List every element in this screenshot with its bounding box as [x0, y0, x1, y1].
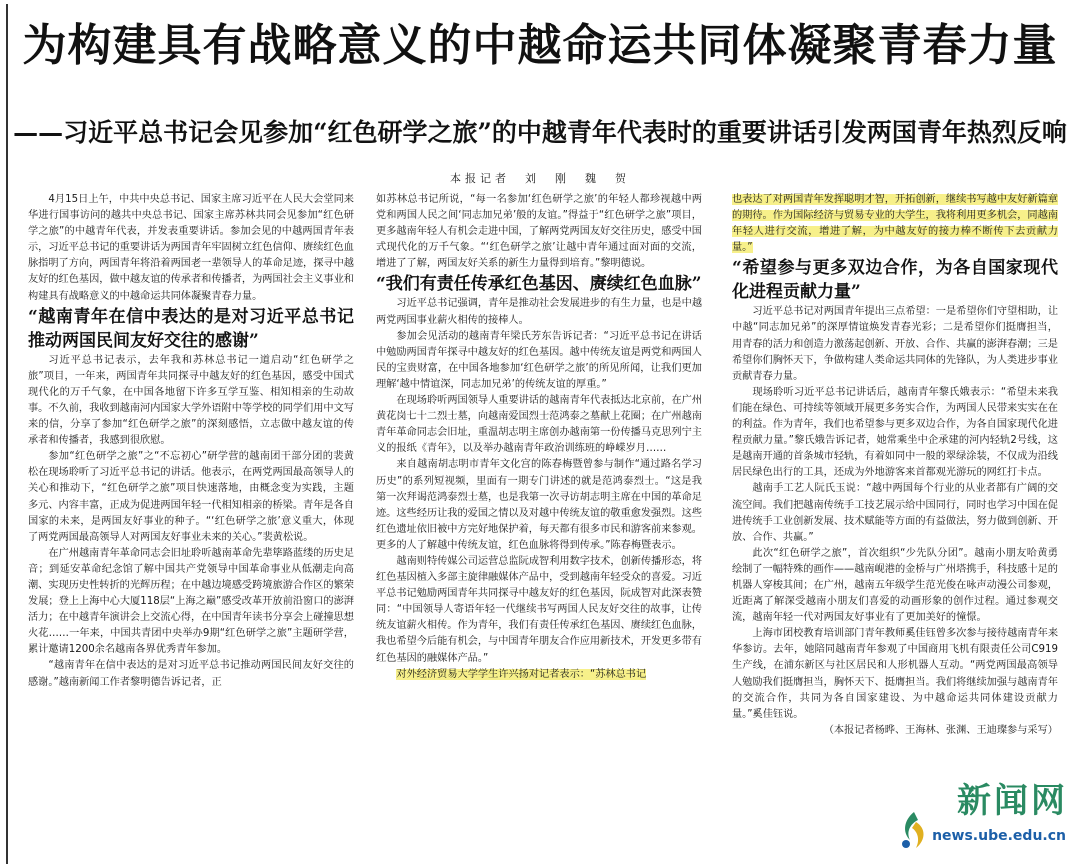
watermark-logo-icon	[898, 810, 930, 850]
article-title: 为构建具有战略意义的中越命运共同体凝聚青春力量	[22, 20, 1058, 71]
paragraph: 习近平总书记表示，去年我和苏林总书记一道启动“红色研学之旅”项目，一年来，两国青年共同探寻中越友好的红色基因，感受中国式现代化的万千气象，在中国各地留下许多互学互鉴、相知相亲的生动故事。不久前，我收到越南河内国家大学外语附中等学校的同学们用中文写来的信，分享了参加“红色研学之旅”的深刻感悟，立志做中越友谊的传承者和传播者，我感到很欣慰。	[28, 354, 354, 447]
article-byline: 本报记者 刘 刚 魏 贺	[450, 172, 630, 185]
paragraph	[376, 667, 702, 683]
column-1	[28, 192, 354, 856]
paragraph: 上海市团校教育培训部门青年教师奚佳钰曾多次参与接待越南青年来华参访。去年，她陪同越南青年参观了中国商用飞机有限责任公司C919生产线，在浦东新区与社区居民和人形机器人互动。“两党两国最高领导人勉励我们挺膺担当，胸怀天下、挺膺担当。我们将继续加强与越南青年的交流合作，共同为各自国家建设、为中越命运共同体建设贡献力量。”奚佳钰说。	[732, 628, 1058, 720]
section-heading: “越南青年在信中表达的是对习近平总书记推动两国民间友好交往的感谢”	[28, 306, 354, 351]
paragraph: 习近平总书记强调，青年是推动社会发展进步的有生力量，也是中越两党两国事业薪火相传的接棒人。	[376, 298, 702, 326]
paragraph: 如苏林总书记所说，“每一名参加‘红色研学之旅’的年轻人都珍视越中两党和两国人民之间‘同志加兄弟’般的友谊。”得益于“红色研学之旅”项目，更多越南年轻人有机会走进中国，了解两党两国友好交往历史，感受中国式现代化的万千气象。“‘红色研学之旅’让越中青年通过面对面的交流，增进了了解，两国友好关系的新生力量得到培育。”黎明德说。	[376, 194, 702, 270]
highlighted-text: 对外经济贸易大学学生许兴扬对记者表示：“苏林总书记	[396, 668, 647, 680]
watermark-text: 新闻网	[957, 781, 1068, 821]
paragraph	[732, 192, 1058, 256]
paragraph: 习近平总书记对两国青年提出三点希望：一是希望你们守望相助，让中越“同志加兄弟”的深厚情谊焕发青春光彩；二是希望你们挺膺担当，用青春的活力和创造力激荡起创新、开放、合作、共赢的澎湃春潮；三是希望你们胸怀天下，争做构建人类命运共同体的先锋队，为人类进步事业贡献青春力量。	[732, 306, 1058, 382]
paragraph: 4月15日上午，中共中央总书记、国家主席习近平在人民大会堂同来华进行国事访问的越共中央总书记、国家主席苏林共同会见参加“红色研学之旅”的中越青年代表，并发表重要讲话。参加会见的中越两国青年表示，习近平总书记的重要讲话为两国青年牢固树立红色信仰、赓续红色血脉指明了方向，两国青年将沿着两国老一辈领导人的革命足迹，探寻中越友好的红色基因，做中越友谊的传承者和传播者，为两国社会主义事业和构建具有战略意义的中越命运共同体凝聚青春力量。	[28, 194, 354, 302]
paragraph: 现场聆听习近平总书记讲话后，越南青年黎氏娥表示：“希望未来我们能在绿色、可持续等领域开展更多务实合作，为两国人民带来实实在在的利益。作为青年，我们也希望参与更多双边合作，为各自国家现代化进程贡献力量。”黎氏娥告诉记者，她常乘坐中企承建的河内轻轨2号线，这是越南开通的首条城市轻轨，有着如同中一般的翠绿涂装，不仅成为沿线居民绿色出行的工具，还成为外地游客来首都观光游玩的网红打卡点。	[732, 386, 1058, 479]
section-heading: “我们有责任传承红色基因、赓续红色血脉”	[376, 274, 702, 295]
highlighted-text: 也表达了对两国青年发挥聪明才智，开拓创新，继续书写越中友好新篇章的期待。作为国际经济与贸易专业的大学生，我将利用更多机会，同越南年轻人进行交流，增进了解，为中越友好的接力棒不断传下去贡献力量。”	[732, 194, 1058, 254]
paragraph: 来自越南胡志明市青年文化宫的陈春梅暨曾参与制作“通过路名学习历史”的系列短视频，里面有一期专门讲述的就是范鸿泰烈士。“这是我第一次拜谒范鸿泰烈士墓，也是我第一次寻访胡志明主席在中国的革命足迹。这些经历让我的爱国之情以及对越中传统友谊的敬重愈发强烈。这些红色遗址依旧被中方完好地保护着，每天都有很多市民和游客前来参观。更多的人了解越中传统友谊，红色血脉将得到传承。”陈春梅暨表示。	[376, 459, 702, 551]
paragraph: 在现场聆听两国领导人重要讲话的越南青年代表抵达北京前，在广州黄花岗七十二烈士墓，向越南爱国烈士范鸿泰之墓献上花圈；在广州越南青年革命同志会旧址，重温胡志明主席创办越南第一份传播马克思列宁主义的报纸《青年》，以及举办越南青年政治训练班的峥嵘岁月……	[376, 395, 702, 455]
section-heading: “希望参与更多双边合作，为各自国家现代化进程贡献力量”	[732, 258, 1058, 303]
paragraph: 参加“红色研学之旅”之“不忘初心”研学营的越南团干部分团的裴黄松在现场聆听了习近平总书记的讲话。他表示，在两党两国最高领导人的关心和推动下，“红色研学之旅”项目快速落地，由概念变为实践，主题多元、内容丰富，正成为促进两国年轻一代相知相亲的桥梁。青年是各自国家的未来，是两国友好事业的种子。“‘红色研学之旅’意义重大，体现了两党两国最高领导人对两国友好事业未来的关心。”裴黄松说。	[28, 451, 354, 543]
paragraph: 此次“红色研学之旅”，首次组织“少先队分团”。越南小朋友哈黄勇绘制了一幅特殊的画作——越南岘港的金桥与广州塔携手，科技感十足的机器人穿梭其间；在广州，越南五年级学生范光俊在咏声动漫公司参观，近距离了解深受越南小朋友们喜爱的动画形象的创作过程。通过参观交流，越南年轻一代对两国友好事业有了更加美好的憧憬。	[732, 547, 1058, 624]
watermark-url: news.ube.edu.cn	[932, 828, 1066, 844]
paragraph: 越南则特传媒公司运营总监阮成智利用数字技术，创新传播形态，将红色基因植入多部主旋律融媒体产品中，受到越南年轻受众的喜爱。习近平总书记勉励两国青年共同探寻中越友好的红色基因，阮成智对此深表赞同：“中国领导人寄语年轻一代继续书写两国人民友好交往的故事，让传统友谊薪火相传。作为青年，我们有责任传承红色基因、赓续红色血脉，我也希望今后能有机会，与中国青年朋友合作应用新技术，开发更多带有红色基因的融媒体产品。”	[376, 555, 702, 664]
reporter-credit: （本报记者杨晔、王海林、张渊、王迪璨参与采写）	[823, 724, 1058, 736]
column-3	[732, 192, 1058, 852]
paragraph: 越南手工艺人阮氏玉说：“越中两国每个行业的从业者都有广阔的交流空间。我们把越南传统手工技艺展示给中国同行，同时也学习中国在促进传统手工业创新发展、技术赋能等方面的有益做法，努力做到创新、开放、合作、共赢。”	[732, 483, 1058, 543]
paragraph: 参加会见活动的越南青年梁氏芳东告诉记者：“习近平总书记在讲话中勉励两国青年探寻中越友好的红色基因。越中传统友谊是两党和两国人民的宝贵财富，在中国各地参加‘红色研学之旅’的所见所闻，让我们更加理解‘越中情谊深，同志加兄弟’的传统友谊的厚重。”	[376, 330, 702, 390]
paragraph: 在广州越南青年革命同志会旧址聆听越南革命先辈筚路蓝缕的历史足音；到延安革命纪念馆了解中国共产党领导中国革命事业从低潮走向高潮、实现历史性转折的光辉历程；在中越边境感受跨境旅游合作区的繁荣发展；登上上海中心大厦118层“上海之巅”感受改革开放前沿窗口的澎湃活力；在中越青年演讲会上交流心得，在中国青年读书分享会上碰撞思想火花……一年来，中国共青团中央举办9期“红色研学之旅”主题研学营，累计邀请1200余名越南各界优秀青年参加。	[28, 547, 354, 656]
article-subtitle: ——习近平总书记会见参加“红色研学之旅”的中越青年代表时的重要讲话引发两国青年热烈反响	[13, 118, 1067, 147]
paragraph: “越南青年在信中表达的是对习近平总书记推动两国民间友好交往的感谢。”越南新闻工作者黎明德告诉记者，正	[28, 660, 354, 688]
column-2	[376, 192, 702, 862]
